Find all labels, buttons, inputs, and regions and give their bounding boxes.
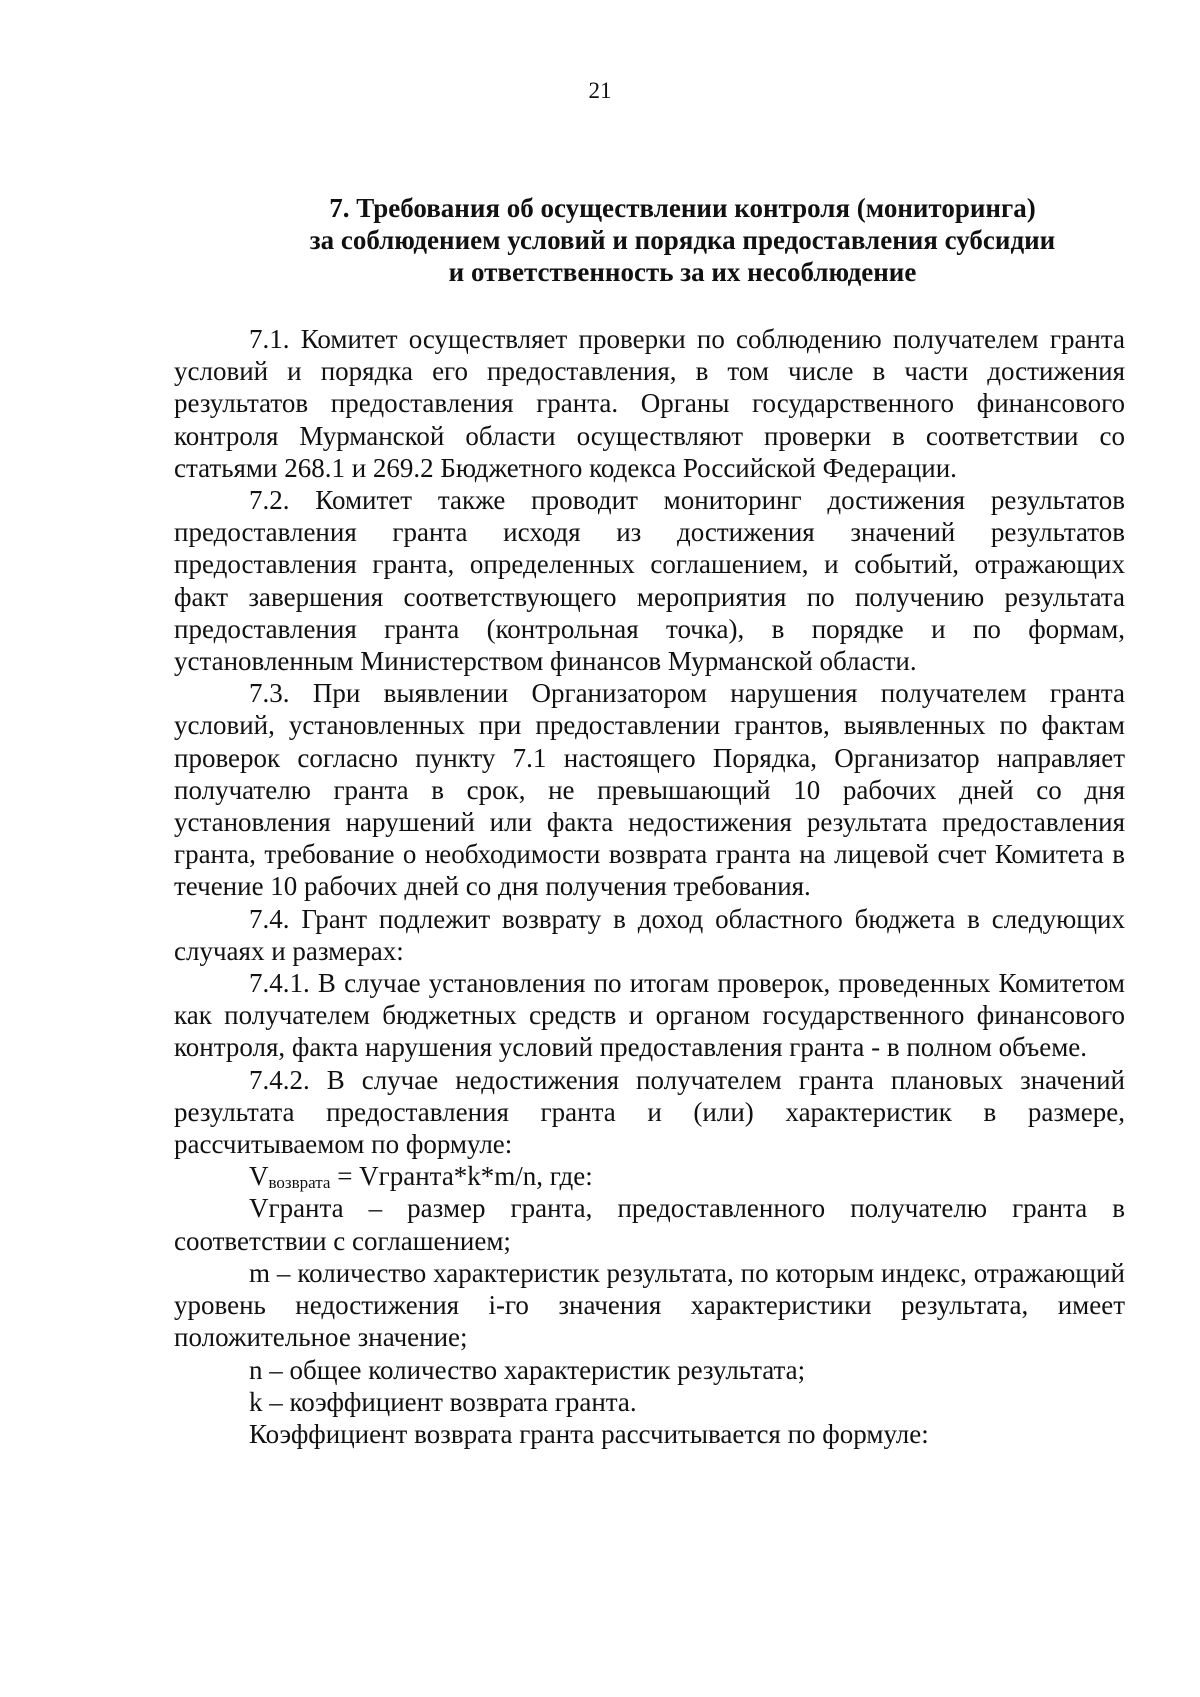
paragraph-7-3: 7.3. При выявлении Организатором нарушения получателем гранта условий, установленных при предоставлении грантов, выявленных по фактам проверок согласно пункту 7.1 настоящего Порядка, Организатор направляет получателю гранта в срок, не превышающий 10 рабочих дней со дня установления нарушений или факта недостижения результата предоставления гранта, требование о необходимости возврата гранта на лицевой счет Комитета в течение 10 рабочих дней со дня получения требования. [174,678,1125,902]
paragraph-7-2: 7.2. Комитет также проводит мониторинг достижения результатов предоставления гранта исходя из достижения значений результатов предоставления гранта, определенных соглашением, и событий, отражающих факт завершения соответствующего мероприятия по получению результата предоставления гранта (контрольная точка), в порядке и по формам, установленным Министерством финансов Мурманской области. [174,485,1125,677]
return-formula [174,1160,1125,1192]
definition-k: k – коэффициент возврата гранта. [249,1386,637,1417]
paragraph-7-4: 7.4. Грант подлежит возврату в доход областного бюджета в следующих случаях и размерах: [174,903,1125,966]
coefficient-intro: Коэффициент возврата гранта рассчитывается по формуле: [249,1418,929,1449]
formula-rest: = Vгранта*k*m/n, где: [330,1161,593,1192]
definition-n: n – общее количество характеристик результата; [249,1354,806,1385]
document-body [174,323,1125,1450]
heading-line-3: и ответственность за их несоблюдение [448,257,917,287]
definition-m: m – количество характеристик результата, по которым индекс, отражающий уровень недостижения i-го значения характеристики результата, имеет положительное значение; [174,1257,1125,1353]
formula-subscript: возврата [268,1173,331,1193]
section-heading [240,192,1125,288]
heading-line-2: за соблюдением условий и порядка предоставления субсидии [309,225,1056,255]
heading-line-1: 7. Требования об осуществлении контроля (мониторинга) [329,193,1036,223]
paragraph-7-4-1: 7.4.1. В случае установления по итогам проверок, проведенных Комитетом как получателем бюджетных средств и органом государственного финансового контроля, факта нарушения условий предоставления гранта - в полном объеме. [174,968,1125,1063]
definition-vgranta: Vгранта – размер гранта, предоставленного получателю гранта в соответствии с соглашением; [174,1193,1125,1256]
paragraph-7-4-2: 7.4.2. В случае недостижения получателем гранта плановых значений результата предоставления гранта и (или) характеристик в размере, рассчитываемом по формуле: [174,1064,1125,1160]
page-number: 21 [588,78,612,103]
formula-v: V [249,1161,269,1192]
paragraph-7-1: 7.1. Комитет осуществляет проверки по соблюдению получателем гранта условий и порядка его предоставления, в том числе в части достижения результатов предоставления гранта. Органы государственного финансового контроля Мурманской области осуществляют проверки в соответствии со статьями 268.1 и 269.2 Бюджетного кодекса Российской Федерации. [174,324,1125,483]
